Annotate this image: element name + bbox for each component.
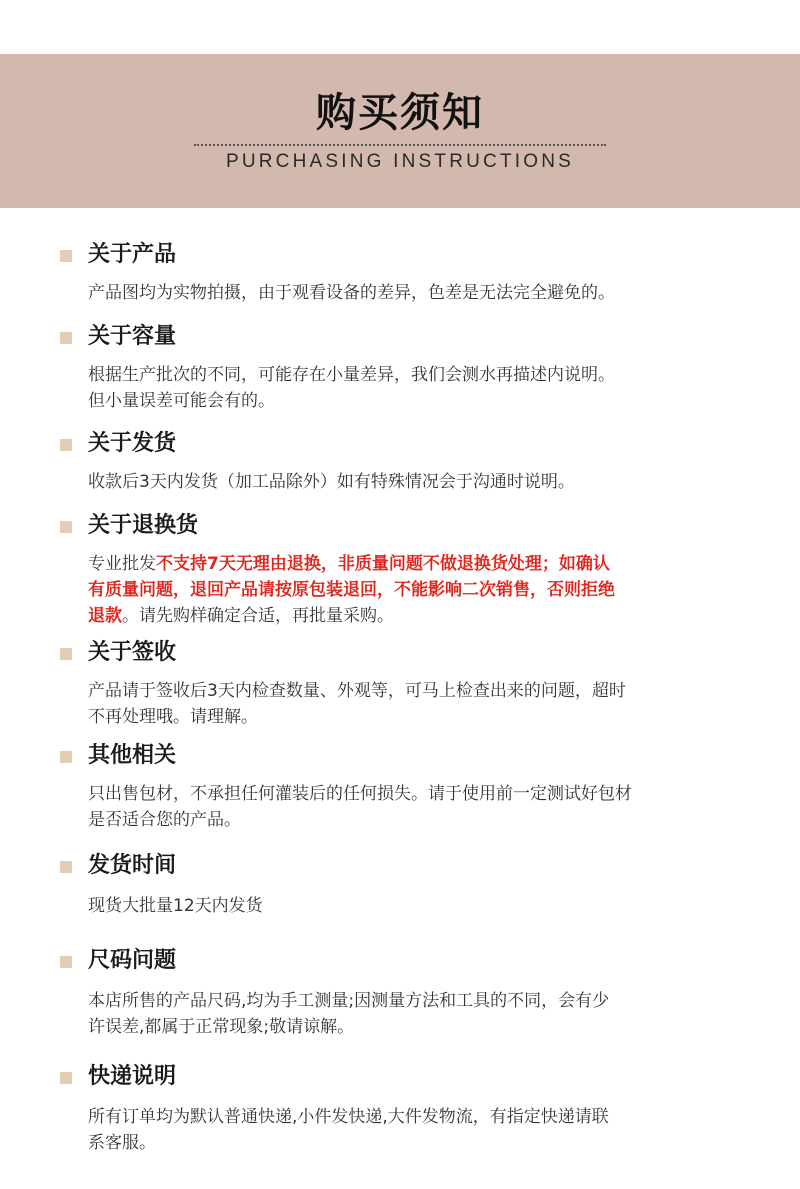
square-bullet-icon bbox=[60, 648, 72, 660]
body-line: 收款后3天内发货（加工品除外）如有特殊情况会于沟通时说明。 bbox=[88, 472, 575, 492]
square-bullet-icon bbox=[60, 751, 72, 763]
page-subtitle: PURCHASING INSTRUCTIONS bbox=[225, 151, 575, 172]
section-body bbox=[88, 280, 748, 306]
square-bullet-icon bbox=[60, 439, 72, 451]
square-bullet-icon bbox=[60, 861, 72, 873]
header-banner bbox=[0, 54, 800, 208]
body-line: 所有订单均为默认普通快递,小件发快递,大件发物流，有指定快递请联 bbox=[88, 1107, 609, 1127]
section-body bbox=[88, 1104, 748, 1156]
section-heading: 关于签收 bbox=[88, 640, 177, 665]
section-body bbox=[88, 893, 748, 919]
section-body bbox=[88, 781, 748, 833]
title-divider bbox=[194, 144, 606, 146]
section-heading: 关于退换货 bbox=[88, 513, 199, 538]
section-heading: 尺码问题 bbox=[88, 948, 177, 973]
section-body bbox=[88, 551, 748, 629]
body-line: 产品请于签收后3天内检查数量、外观等，可马上检查出来的问题，超时 bbox=[88, 681, 626, 701]
section-body bbox=[88, 678, 748, 730]
body-line: 不再处理哦。请理解。 bbox=[88, 707, 258, 727]
section-heading: 关于发货 bbox=[88, 431, 177, 456]
section-heading: 快递说明 bbox=[88, 1064, 177, 1089]
section-body bbox=[88, 469, 748, 495]
returns-policy-highlight: 有质量问题，退回产品请按原包装退回，不能影响二次销售，否则拒绝 bbox=[88, 580, 615, 600]
body-line: 只出售包材，不承担任何灌装后的任何损失。请于使用前一定测试好包材 bbox=[88, 784, 632, 804]
body-line bbox=[88, 577, 748, 603]
returns-policy-highlight: 退款 bbox=[88, 606, 122, 626]
body-line bbox=[88, 551, 748, 577]
body-line: 本店所售的产品尺码,均为手工测量;因测量方法和工具的不同，会有少 bbox=[88, 991, 610, 1011]
section-heading: 关于容量 bbox=[88, 324, 177, 349]
section-heading: 发货时间 bbox=[88, 853, 177, 878]
square-bullet-icon bbox=[60, 1072, 72, 1084]
body-line: 产品图均为实物拍摄，由于观看设备的差异，色差是无法完全避免的。 bbox=[88, 283, 615, 303]
section-body bbox=[88, 362, 748, 414]
square-bullet-icon bbox=[60, 521, 72, 533]
page-title: 购买须知 bbox=[316, 90, 484, 136]
body-line bbox=[88, 603, 748, 629]
body-line: 许误差,都属于正常现象;敬请谅解。 bbox=[88, 1017, 355, 1037]
returns-prefix: 专业批发 bbox=[88, 554, 156, 574]
square-bullet-icon bbox=[60, 250, 72, 262]
body-line: 是否适合您的产品。 bbox=[88, 810, 241, 830]
section-heading: 关于产品 bbox=[88, 242, 177, 267]
section-heading: 其他相关 bbox=[88, 743, 177, 768]
square-bullet-icon bbox=[60, 956, 72, 968]
section-body bbox=[88, 988, 748, 1040]
body-line: 但小量误差可能会有的。 bbox=[88, 391, 275, 411]
body-line: 根据生产批次的不同，可能存在小量差异，我们会测水再描述内说明。 bbox=[88, 365, 615, 385]
returns-policy-highlight: 不支持7天无理由退换，非质量问题不做退换货处理；如确认 bbox=[156, 554, 610, 574]
returns-suffix: 。请先购样确定合适，再批量采购。 bbox=[122, 606, 394, 626]
body-line: 现货大批量12天内发货 bbox=[88, 896, 263, 916]
body-line: 系客服。 bbox=[88, 1133, 156, 1153]
square-bullet-icon bbox=[60, 332, 72, 344]
